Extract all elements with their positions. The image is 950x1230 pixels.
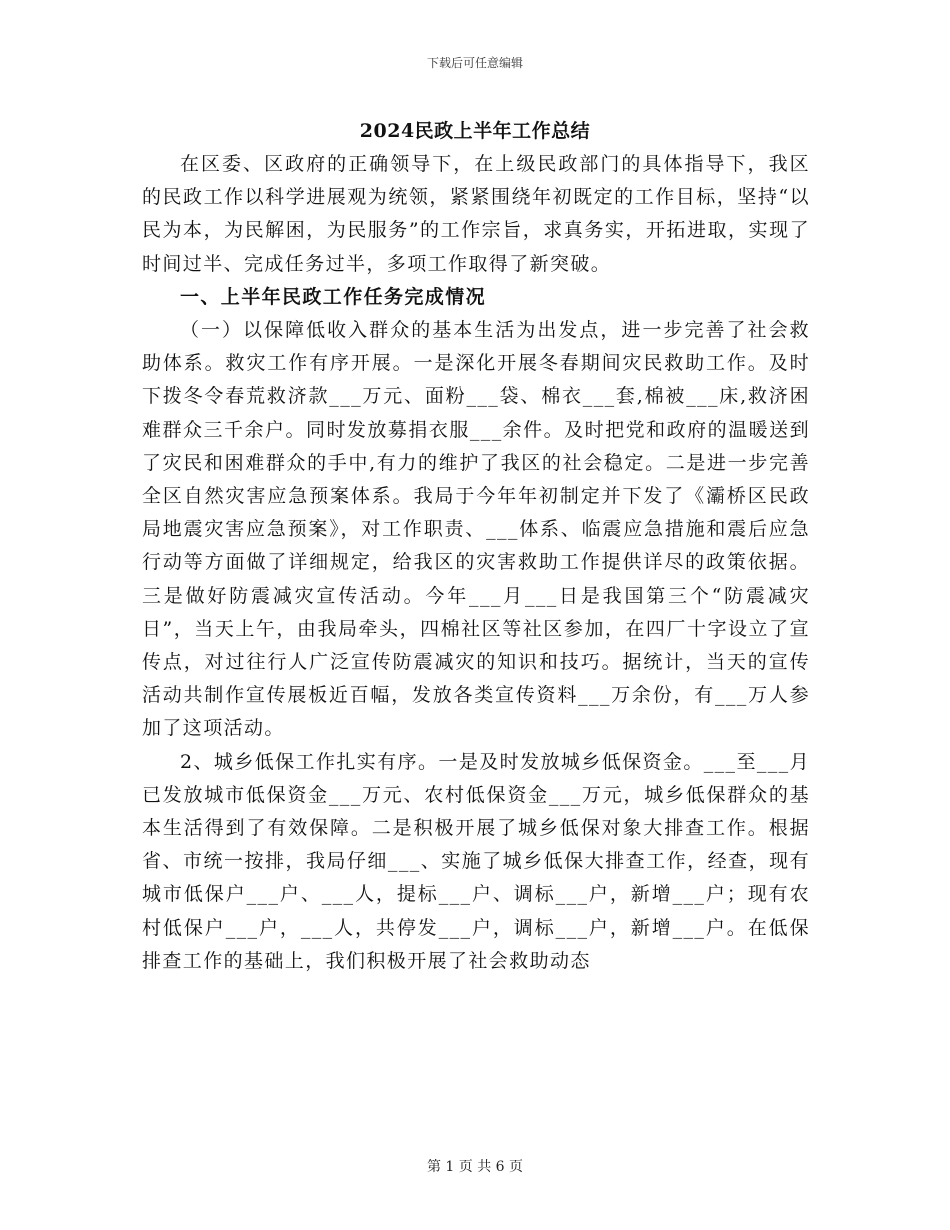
section-heading: 一、上半年民政工作任务完成情况: [180, 285, 487, 308]
document-title: 2024民政上半年工作总结: [359, 120, 591, 142]
paragraph-intro: 在区委、区政府的正确领导下，在上级民政部门的具体指导下，我区的民政工作以科学进展观为统领，紧紧围绕年初既定的工作目标，坚持“以民为本，为民解困，为民服务”的工作宗旨，求真务实，开拓进取，实现了时间过半、完成任务过半，多项工作取得了新突破。: [142, 153, 810, 275]
document-body: [142, 148, 810, 978]
page-number: 第 1 页 共 6 页: [426, 1159, 524, 1175]
paragraph-disaster-relief: （一）以保障低收入群众的基本生活为出发点，进一步完善了社会救助体系。救灾工作有序开展。一是深化开展冬春期间灾民救助工作。及时下拨冬令春荒救济款___万元、面粉___袋、棉衣___套,棉被___床,救济困难群众三千余户。同时发放募捐衣服___余件。及时把党和政府的温暖送到了灾民和困难群众的手中,有力的维护了我区的社会稳定。二是进一步完善全区自然灾害应急预案体系。我局于今年年初制定并下发了《灞桥区民政局地震灾害应急预案》，对工作职责、___体系、临震应急措施和震后应急行动等方面做了详细规定，给我区的灾害救助工作提供详尽的政策依据。三是做好防震减灾宣传活动。今年___月___日是我国第三个“防震减灾日”，当天上午，由我局牵头，四棉社区等社区参加，在四厂十字设立了宣传点，对过往行人广泛宣传防震减灾的知识和技巧。据统计，当天的宣传活动共制作宣传展板近百幅，发放各类宣传资料___万余份，有___万人参加了这项活动。: [142, 319, 810, 740]
page-footer: [0, 1156, 950, 1176]
header-note: 下载后可任意编辑: [426, 56, 523, 70]
paragraph-minimum-living-security: 2、城乡低保工作扎实有序。一是及时发放城乡低保资金。___至___月已发放城市低保资金___万元、农村低保资金___万元，城乡低保群众的基本生活得到了有效保障。二是积极开展了城乡低保对象大排查工作。根据省、市统一按排，我局仔细___、实施了城乡低保大排查工作，经查，现有城市低保户___户、___人，提标___户、调标___户，新增___户；现有农村低保户___户，___人，共停发___户，调标___户，新增___户。在低保排查工作的基础上，我们积极开展了社会救助动态: [142, 750, 810, 972]
